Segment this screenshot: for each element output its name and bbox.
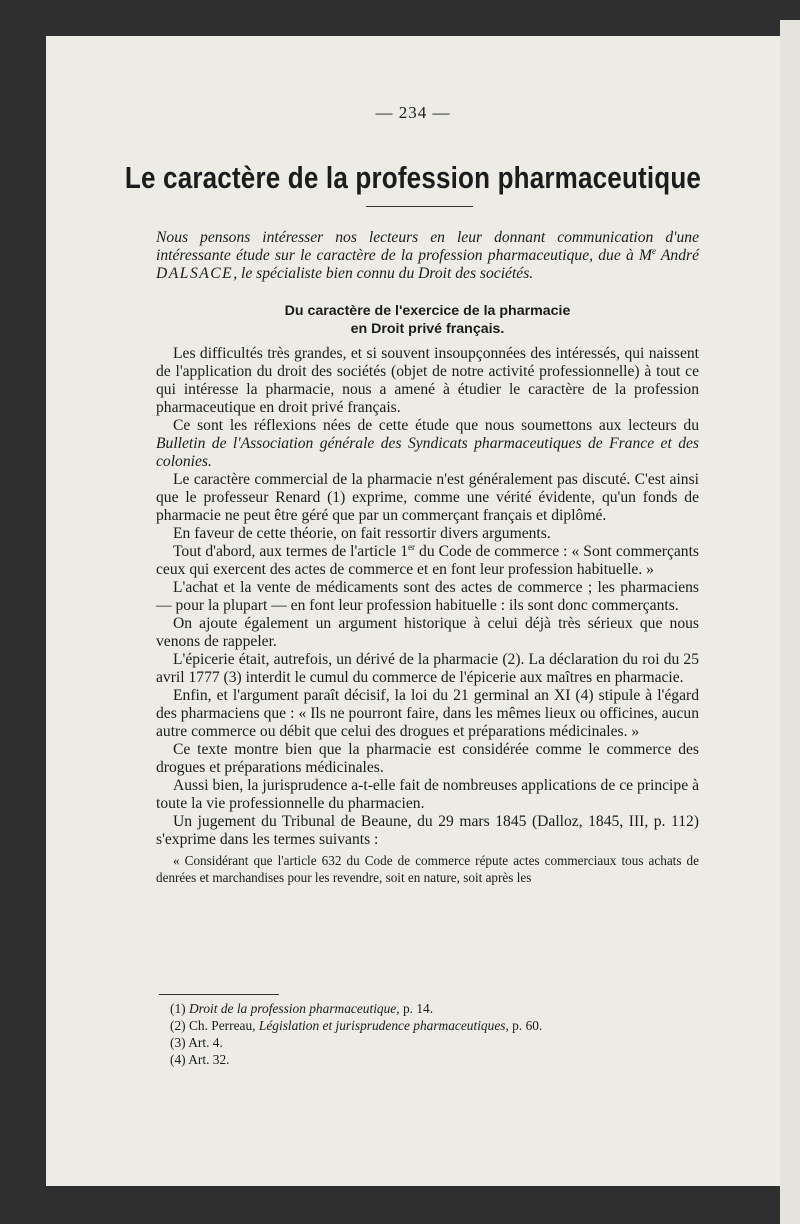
paragraph-2 xyxy=(156,417,699,471)
footnote-1-number: (1) xyxy=(170,1001,189,1016)
paragraph-11: Aussi bien, la jurisprudence a-t-elle fait de nombreuses applications de ce principe à toute la vie professionnelle du pharmacien. xyxy=(156,777,699,812)
page-number: — 234 — xyxy=(375,103,451,122)
section-heading-line-1: Du caractère de l'exercice de la pharmacie xyxy=(284,303,571,319)
footnote-1-title: Droit de la profession pharmaceutique xyxy=(188,1001,397,1016)
intro-paragraph xyxy=(156,229,699,283)
footnote-3-number: (3) xyxy=(170,1035,189,1050)
footnotes xyxy=(156,1000,699,1068)
footnote-3 xyxy=(156,1034,699,1051)
intro-sup: e xyxy=(651,245,656,256)
footnote-2-title: Législation et jurisprudence pharmaceutiques xyxy=(258,1018,506,1033)
paragraph-8: L'épicerie était, autrefois, un dérivé de la pharmacie (2). La déclaration du roi du 25 avril 1777 (3) interdit le cumul du commerce de l'épicerie aux maîtres en pharmacie. xyxy=(156,651,699,686)
intro-text-1: Nous pensons intéresser nos lecteurs en leur donnant communication d'une intéressante étude sur le caractère de la profession pharmaceutique, due à M xyxy=(156,229,699,264)
footnote-2-rest: , p. 60. xyxy=(505,1018,543,1033)
paragraph-4: En faveur de cette théorie, on fait ressortir divers arguments. xyxy=(173,525,551,542)
footnote-1 xyxy=(156,1000,699,1017)
intro-text-3: , le spécialiste bien connu du Droit des sociétés. xyxy=(233,265,534,282)
document-page xyxy=(46,36,780,1186)
footnote-2-author: Ch. Perreau, xyxy=(188,1018,259,1033)
quotation: « Considérant que l'article 632 du Code de commerce répute actes commerciaux tous achats de denrées et marchandises pour les revendre, soit en nature, soit après les xyxy=(156,853,699,885)
bulletin-title: Bulletin de l'Association générale des Syndicats pharmaceutiques de France et des colonies. xyxy=(156,435,699,470)
article-title: Le caractère de la profession pharmaceutique xyxy=(124,160,702,195)
footnote-3-text: Art. 4. xyxy=(188,1035,223,1050)
footnote-2-number: (2) xyxy=(170,1018,189,1033)
intro-text-2: André xyxy=(655,247,699,264)
paragraph-5-sup: er xyxy=(408,541,416,552)
body-text xyxy=(156,345,699,886)
section-heading xyxy=(156,302,699,338)
footnote-4 xyxy=(156,1051,699,1068)
footnote-1-rest: , p. 14. xyxy=(396,1001,434,1016)
section-heading-line-2: en Droit privé français. xyxy=(350,321,505,337)
paragraph-5 xyxy=(156,543,699,579)
paragraph-12: Un jugement du Tribunal de Beaune, du 29 mars 1845 (Dalloz, 1845, III, p. 112) s'exprime dans les termes suivants : xyxy=(156,813,699,848)
paragraph-10: Ce texte montre bien que la pharmacie est considérée comme le commerce des drogues et préparations médicinales. xyxy=(156,741,699,776)
footnote-4-number: (4) xyxy=(170,1052,189,1067)
title-divider xyxy=(366,206,473,207)
paragraph-2-text: Ce sont les réflexions nées de cette étude que nous soumettons aux lecteurs du xyxy=(173,417,699,434)
footnote-2 xyxy=(156,1017,699,1034)
footnote-4-text: Art. 32. xyxy=(188,1052,230,1067)
paragraph-7: On ajoute également un argument historique à celui déjà très sérieux que nous venons de rappeler. xyxy=(156,615,699,650)
paragraph-5-text-b: du Code de commerce : « Sont commerçants ceux qui exercent des actes de commerce et en font leur profession habituelle. » xyxy=(156,543,699,578)
paragraph-5-text-a: Tout d'abord, aux termes de l'article 1 xyxy=(173,543,409,560)
paragraph-1: Les difficultés très grandes, et si souvent insoupçonnées des intéressés, qui naissent de l'application du droit des sociétés (objet de notre activité professionnelle) à tout ce qui intéresse la pharmacie, nous a amené à étudier le caractère de la profession pharmaceutique en droit privé français. xyxy=(156,345,699,416)
author-name: DALSACE xyxy=(156,265,234,282)
paragraph-6: L'achat et la vente de médicaments sont des actes de commerce ; les pharmaciens — pour la plupart — en font leur profession habituelle : ils sont donc commerçants. xyxy=(156,579,699,614)
paragraph-9: Enfin, et l'argument paraît décisif, la loi du 21 germinal an XI (4) stipule à l'égard des pharmaciens que : « Ils ne pourront faire, dans les mêmes lieux ou officines, aucun autre commerce ou débit que celui des drogues et préparations médicinales. » xyxy=(156,687,699,740)
adjacent-page-edge xyxy=(780,20,800,1224)
footnote-divider xyxy=(159,994,279,995)
paragraph-3: Le caractère commercial de la pharmacie n'est généralement pas discuté. C'est ainsi que le professeur Renard (1) exprime, comme une vérité évidente, qu'un fonds de pharmacie ne peut être géré que par un commerçant français et diplômé. xyxy=(156,471,699,524)
